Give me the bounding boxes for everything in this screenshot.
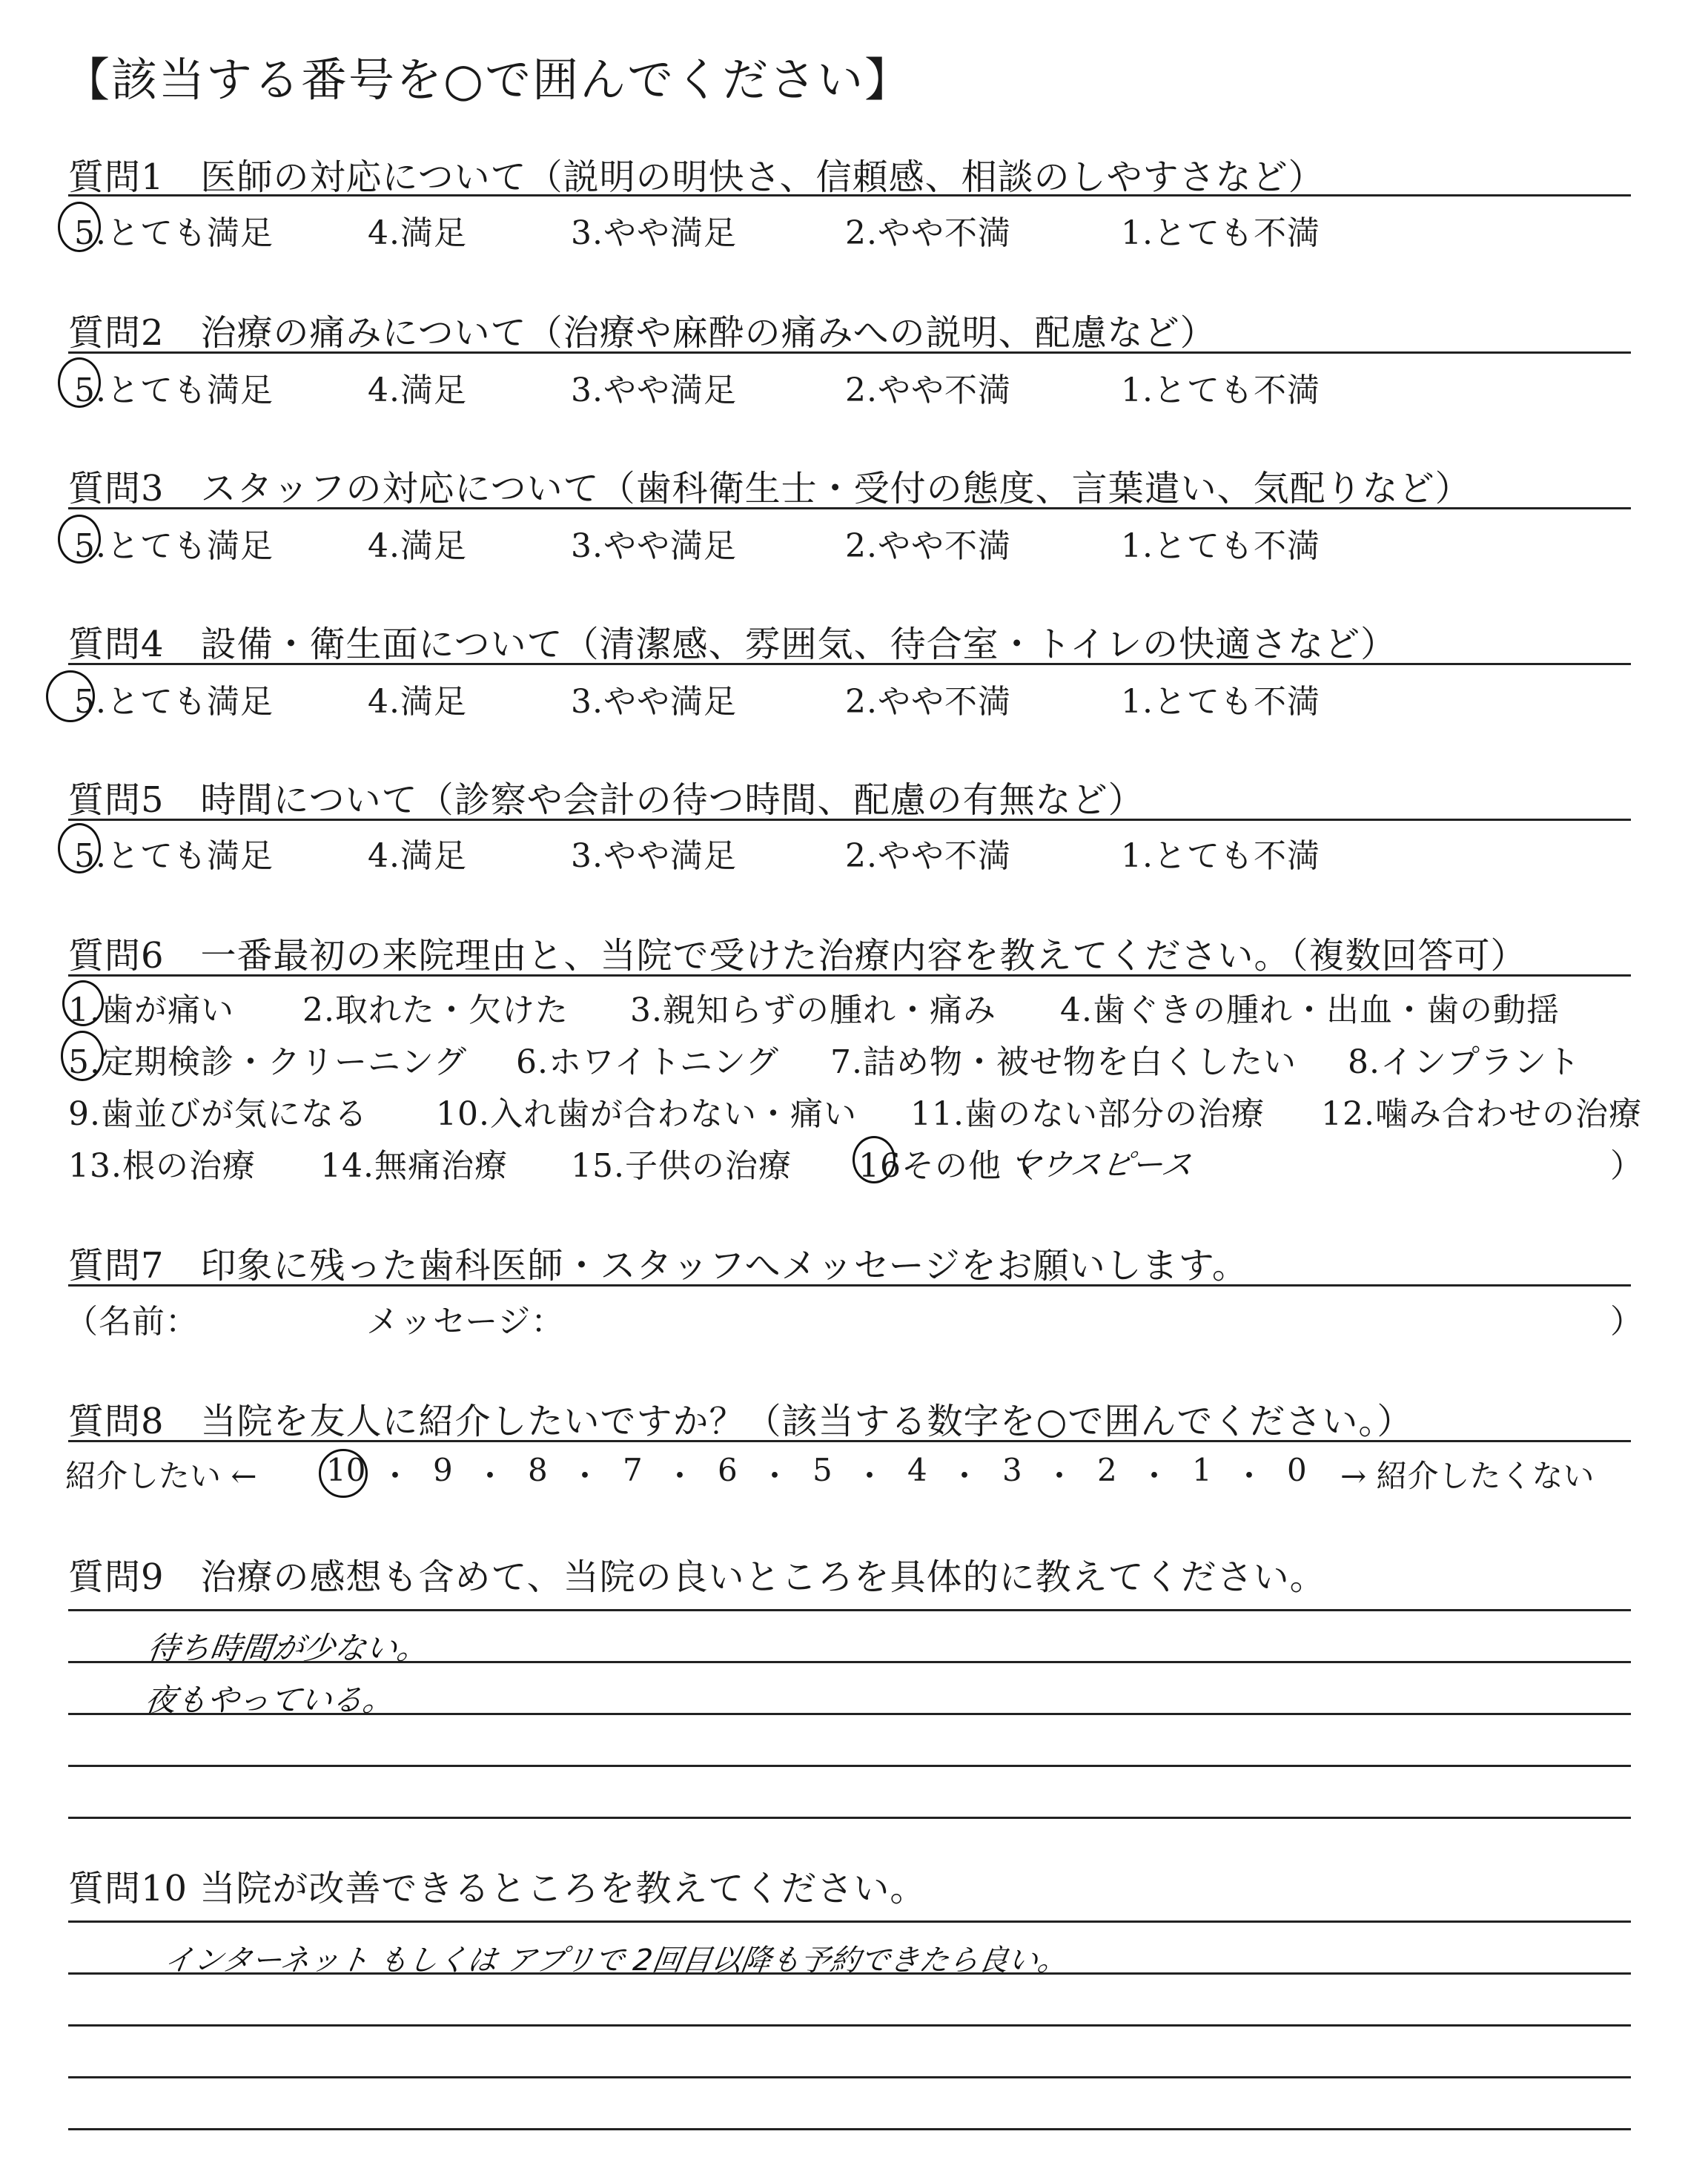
q7-name-label: （名前： xyxy=(65,1303,199,1341)
q1-title: 質問1 医師の対応について（説明の明快さ、信頼感、相談のしやすさなど） xyxy=(68,156,1325,198)
q6-option-10[interactable]: 10.入れ歯が合わない・痛い xyxy=(436,1095,857,1133)
q8-value-4[interactable]: 4 xyxy=(907,1452,927,1488)
q8-left-label: 紹介したい ← xyxy=(65,1458,257,1494)
q9-title: 質問9 治療の感想も含めて、当院の良いところを具体的に教えてください。 xyxy=(68,1556,1326,1598)
q8-dot: ・ xyxy=(380,1458,411,1494)
q6-option-3[interactable]: 3.親知らずの腫れ・痛み xyxy=(630,991,996,1029)
q6-option-5[interactable]: 5.定期検診・クリーニング xyxy=(68,1043,468,1081)
q4-title: 質問4 設備・衛生面について（清潔感、雰囲気、待合室・トイレの快適さなど） xyxy=(68,624,1397,665)
q8-dot: ・ xyxy=(854,1458,886,1494)
q8-value-7[interactable]: 7 xyxy=(623,1452,643,1488)
q8-value-0[interactable]: 0 xyxy=(1287,1452,1307,1488)
q10-rule-1 xyxy=(68,1920,1631,1923)
q10-rule-5 xyxy=(68,2128,1631,2130)
q1-rule xyxy=(68,194,1631,196)
q3-option-1[interactable]: 1.とても不満 xyxy=(1121,527,1320,565)
q9-rule-4 xyxy=(68,1765,1631,1767)
q8-dot: ・ xyxy=(664,1458,696,1494)
q2-rule xyxy=(68,351,1631,354)
q10-rule-3 xyxy=(68,2024,1631,2027)
q3-rule xyxy=(68,507,1631,509)
q8-dot: ・ xyxy=(1139,1458,1171,1494)
q9-answer-line-2: 夜もやっている。 xyxy=(142,1682,397,1718)
q4-option-5[interactable]: 5.とても満足 xyxy=(74,683,274,721)
q5-rule xyxy=(68,819,1631,821)
q6-option-15[interactable]: 15.子供の治療 xyxy=(571,1147,792,1185)
q1-option-1[interactable]: 1.とても不満 xyxy=(1121,214,1320,252)
q6-title: 質問6 一番最初の来院理由と、当院で受けた治療内容を教えてください。（複数回答可） xyxy=(68,935,1527,977)
q3-title: 質問3 スタッフの対応について（歯科衛生士・受付の態度、言葉遣い、気配りなど） xyxy=(68,468,1472,509)
q9-rule-1 xyxy=(68,1609,1631,1611)
q8-dot: ・ xyxy=(569,1458,601,1494)
q3-option-5[interactable]: 5.とても満足 xyxy=(74,527,274,565)
q1-option-4[interactable]: 4.満足 xyxy=(368,214,467,252)
q6-rule xyxy=(68,974,1631,977)
q7-title: 質問7 印象に残った歯科医師・スタッフへメッセージをお願いします。 xyxy=(68,1245,1248,1287)
q6-option-8[interactable]: 8.インプラント xyxy=(1348,1043,1580,1081)
q10-title: 質問10 当院が改善できるところを教えてください。 xyxy=(68,1868,927,1909)
q8-title: 質問8 当院を友人に紹介したいですか？（該当する数字を○で囲んでください。） xyxy=(68,1401,1414,1442)
q6-option-12[interactable]: 12.噛み合わせの治療 xyxy=(1321,1095,1642,1133)
q5-option-1[interactable]: 1.とても不満 xyxy=(1121,837,1320,875)
q8-value-10[interactable]: 10 xyxy=(326,1452,366,1488)
q5-option-5[interactable]: 5.とても満足 xyxy=(74,837,274,875)
q5-option-2[interactable]: 2.やや不満 xyxy=(845,837,1011,875)
q6-option-4[interactable]: 4.歯ぐきの腫れ・出血・歯の動揺 xyxy=(1060,991,1560,1029)
q3-option-4[interactable]: 4.満足 xyxy=(368,527,467,565)
q2-option-2[interactable]: 2.やや不満 xyxy=(845,371,1011,409)
q1-option-5[interactable]: 5.とても満足 xyxy=(74,214,274,252)
q9-rule-5 xyxy=(68,1817,1631,1819)
q5-option-3[interactable]: 3.やや満足 xyxy=(571,837,737,875)
q8-value-5[interactable]: 5 xyxy=(812,1452,833,1488)
q8-dot: ・ xyxy=(1234,1458,1265,1494)
q2-option-1[interactable]: 1.とても不満 xyxy=(1121,371,1320,409)
q10-answer-line-1: インターネット もしくは アプリで 2回目以降も予約できたら良い。 xyxy=(162,1943,1070,1978)
q1-option-2[interactable]: 2.やや不満 xyxy=(845,214,1011,252)
q6-option-2[interactable]: 2.取れた・欠けた xyxy=(302,991,569,1029)
q6-other-close: ） xyxy=(1610,1147,1644,1185)
q5-title: 質問5 時間について（診察や会計の待つ時間、配慮の有無など） xyxy=(68,779,1145,821)
q6-option-1[interactable]: 1.歯が痛い xyxy=(68,991,234,1029)
q3-option-2[interactable]: 2.やや不満 xyxy=(845,527,1011,565)
q4-option-3[interactable]: 3.やや満足 xyxy=(571,683,737,721)
q4-rule xyxy=(68,663,1631,665)
q8-value-8[interactable]: 8 xyxy=(528,1452,548,1488)
q8-value-3[interactable]: 3 xyxy=(1002,1452,1022,1488)
q8-value-1[interactable]: 1 xyxy=(1192,1452,1212,1488)
q6-option-14[interactable]: 14.無痛治療 xyxy=(320,1147,508,1185)
q8-dot: ・ xyxy=(759,1458,791,1494)
q7-message-label: メッセージ： xyxy=(366,1303,565,1341)
q4-option-1[interactable]: 1.とても不満 xyxy=(1121,683,1320,721)
q10-rule-4 xyxy=(68,2076,1631,2078)
q2-option-4[interactable]: 4.満足 xyxy=(368,371,467,409)
q6-option-13[interactable]: 13.根の治療 xyxy=(68,1147,256,1185)
q5-option-4[interactable]: 4.満足 xyxy=(368,837,467,875)
q1-option-3[interactable]: 3.やや満足 xyxy=(571,214,737,252)
q8-rule xyxy=(68,1440,1631,1442)
q6-option-16[interactable]: 16その他（ xyxy=(858,1147,1035,1185)
q8-value-2[interactable]: 2 xyxy=(1097,1452,1117,1488)
q6-option-11[interactable]: 11.歯のない部分の治療 xyxy=(910,1095,1265,1133)
q8-value-6[interactable]: 6 xyxy=(718,1452,738,1488)
q2-title: 質問2 治療の痛みについて（治療や麻酔の痛みへの説明、配慮など） xyxy=(68,312,1217,354)
q9-answer-line-1: 待ち時間が少ない。 xyxy=(145,1630,431,1666)
q7-close: ） xyxy=(1610,1303,1644,1341)
q4-option-4[interactable]: 4.満足 xyxy=(368,683,467,721)
q8-scale xyxy=(65,1452,1629,1496)
q2-option-3[interactable]: 3.やや満足 xyxy=(571,371,737,409)
q8-dot: ・ xyxy=(949,1458,981,1494)
q2-option-5[interactable]: 5.とても満足 xyxy=(74,371,274,409)
q6-option-6[interactable]: 6.ホワイトニング xyxy=(516,1043,780,1081)
q4-option-2[interactable]: 2.やや不満 xyxy=(845,683,1011,721)
q6-other-handwritten: マウスピース xyxy=(1007,1146,1196,1183)
q6-option-7[interactable]: 7.詰め物・被せ物を白くしたい xyxy=(830,1043,1297,1081)
q8-dot: ・ xyxy=(1044,1458,1076,1494)
q6-option-9[interactable]: 9.歯並びが気になる xyxy=(68,1095,368,1133)
q8-right-label: → 紹介したくない xyxy=(1340,1458,1595,1494)
q8-value-9[interactable]: 9 xyxy=(433,1452,453,1488)
q3-option-3[interactable]: 3.やや満足 xyxy=(571,527,737,565)
q7-rule xyxy=(68,1284,1631,1287)
q8-dot: ・ xyxy=(474,1458,506,1494)
page-title: 【該当する番号を○で囲んでください】 xyxy=(64,53,913,107)
